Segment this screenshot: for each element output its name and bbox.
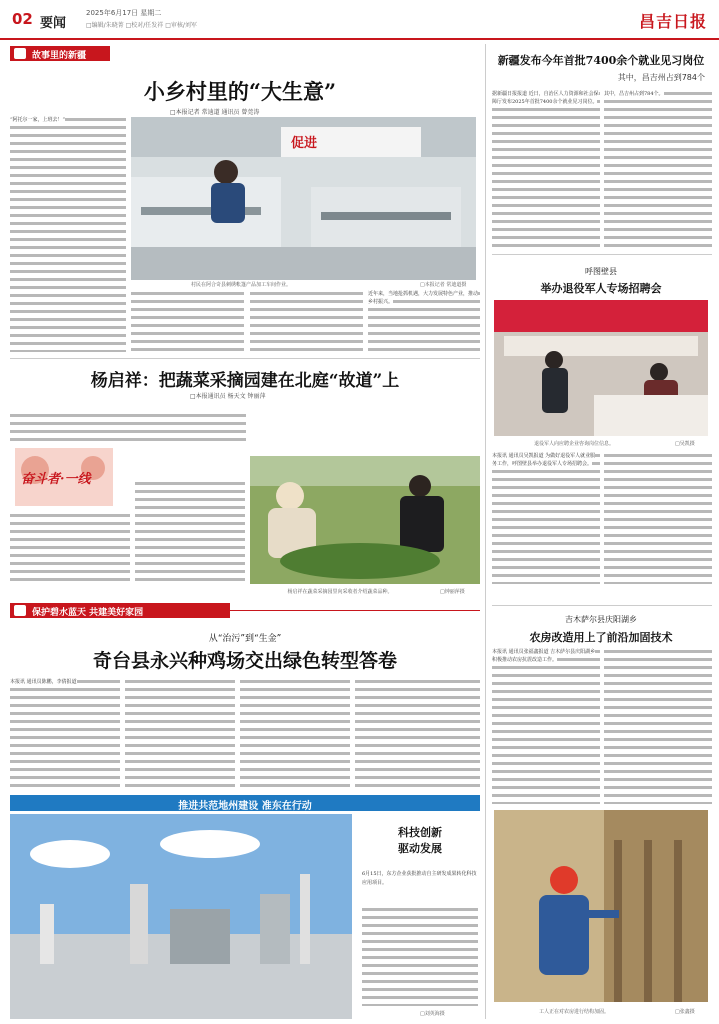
article-body-col1: “阿托尔一家，上班去！” xyxy=(10,116,126,352)
page-number: 02 xyxy=(12,10,33,28)
photo-house-reinforcement xyxy=(494,810,708,1002)
article-body-col4: 近年来，当地抢抓机遇，大力发展特色产业，推动乡村振兴。 xyxy=(368,290,480,352)
photo-credit-house: □张鑫摄 xyxy=(675,1009,695,1015)
divider xyxy=(492,605,712,606)
badge-striver xyxy=(15,448,113,506)
article-body-qitai-col3 xyxy=(240,678,350,788)
article-byline-yang: □本报通讯员 杨天文 钟丽萍 xyxy=(190,393,266,400)
article-title-village: 小乡村里的“大生意” xyxy=(143,79,337,104)
photo-caption-workshop: 村民在阿合奇县刺绣帐篷产品加工车间作业。 xyxy=(190,282,291,288)
banner-zhundong-title: 推进共范地州建设 准东在行动 xyxy=(178,801,312,812)
photo-credit-garden: □钟丽萍摄 xyxy=(440,589,465,595)
article-title-yang: 杨启祥：把蔬菜采摘园建在北庭“故道”上 xyxy=(90,371,400,391)
photo-credit-jobfair: □吴凯摄 xyxy=(675,441,695,447)
banner-zhundong xyxy=(10,795,480,811)
article-body-jimsar-col1: 本报讯 通讯员张福鑫报道 吉木萨尔县庆阳湖乡积极推动农房抗震改造工作。 xyxy=(492,648,600,804)
masthead xyxy=(0,0,719,40)
article-body-qitai-col1: 本报讯 通讯员陈鹏，李倩报道 xyxy=(10,678,120,788)
banner-side-title: 科技创新 驱动发展 xyxy=(398,826,442,855)
article-body-jobs-col1: 据新疆日报报道 近日，自治区人力资源和社会保障厅发布2025年首批7400余个就业见习岗位。 xyxy=(492,90,600,248)
banner-credit: □刘英海摄 xyxy=(420,1011,445,1017)
article-kicker-hutubi: 呼图壁县 xyxy=(585,267,617,276)
article-body-jimsar-col2 xyxy=(604,648,712,804)
photo-caption-garden: 杨启祥在蔬菜采摘园里向采收者介绍蔬菜品种。 xyxy=(287,589,393,595)
article-body-yang-col1 xyxy=(10,512,130,584)
article-body-col3 xyxy=(250,290,363,352)
photo-caption-jobfair: 退役军人向应聘企业咨询岗位信息。 xyxy=(533,441,614,447)
article-title-jimsar: 农房改造用上了前沿加固技术 xyxy=(529,631,673,644)
section-band-environment: 保护碧水蓝天 共建美好家园 xyxy=(10,603,230,618)
article-title-hutubi: 举办退役军人专场招聘会 xyxy=(540,282,662,295)
article-body-hutubi-col2 xyxy=(604,452,712,584)
banner-side-text: 6月15日，东方企业获批推动自主研发成果转化科技应用项目。 xyxy=(362,871,477,886)
article-body-hutubi-col1: 本报讯 通讯员吴凯报道 为做好退役军人就业服务工作，呼图壁县举办退役军人专场招聘会。 xyxy=(492,452,600,584)
article-body-jobs-col2: 其中，昌吉州占到784个。 xyxy=(604,90,712,248)
section-band-stories: 故事里的新疆 xyxy=(10,46,110,61)
article-kicker-jimsar: 吉木萨尔县庆阳湖乡 xyxy=(565,615,637,624)
article-kicker-qitai: 从“治污”到“生金” xyxy=(208,634,282,644)
article-body-col2 xyxy=(131,290,244,352)
article-body-yang-col2 xyxy=(135,480,245,586)
article-body-yang-intro xyxy=(10,412,246,442)
svg-text:促进: 促进 xyxy=(291,136,318,151)
photo-caption-house: 工人正在对农房进行结构加固。 xyxy=(538,1009,609,1015)
photo-vegetable-garden xyxy=(250,456,480,584)
divider xyxy=(10,358,480,359)
newspaper-logo: 昌吉日报 xyxy=(638,12,707,31)
photo-job-fair xyxy=(494,300,708,436)
photo-embroidery-workshop xyxy=(131,117,476,280)
photo-industrial-park xyxy=(10,814,352,1019)
divider xyxy=(230,610,480,611)
article-title-qitai: 奇台县永兴种鸡场交出绿色转型答卷 xyxy=(92,650,397,672)
article-body-qitai-col2 xyxy=(125,678,235,788)
badge-striver-text: 奋斗者·一线 xyxy=(21,472,91,487)
section-name: 要闻 xyxy=(40,16,67,31)
article-subtitle-jobs: 其中，昌吉州占到784个 xyxy=(617,73,705,82)
article-byline-village: □本报记者 常迪道 通讯员 曾莞涛 xyxy=(170,109,260,116)
column-divider xyxy=(485,44,486,1019)
divider xyxy=(492,254,712,255)
article-body-qitai-col4 xyxy=(355,678,480,788)
article-title-jobs: 新疆发布今年首批7400余个就业见习岗位 xyxy=(497,54,705,67)
editor-credits: □编辑/朱晓菁 □校对/任发祥 □审核/刘军 xyxy=(86,22,197,29)
photo-credit-workshop: □本报记者 常迪道摄 xyxy=(420,282,467,288)
banner-side-body xyxy=(362,906,478,1006)
issue-date: 2025年6月17日 星期二 xyxy=(86,9,162,17)
